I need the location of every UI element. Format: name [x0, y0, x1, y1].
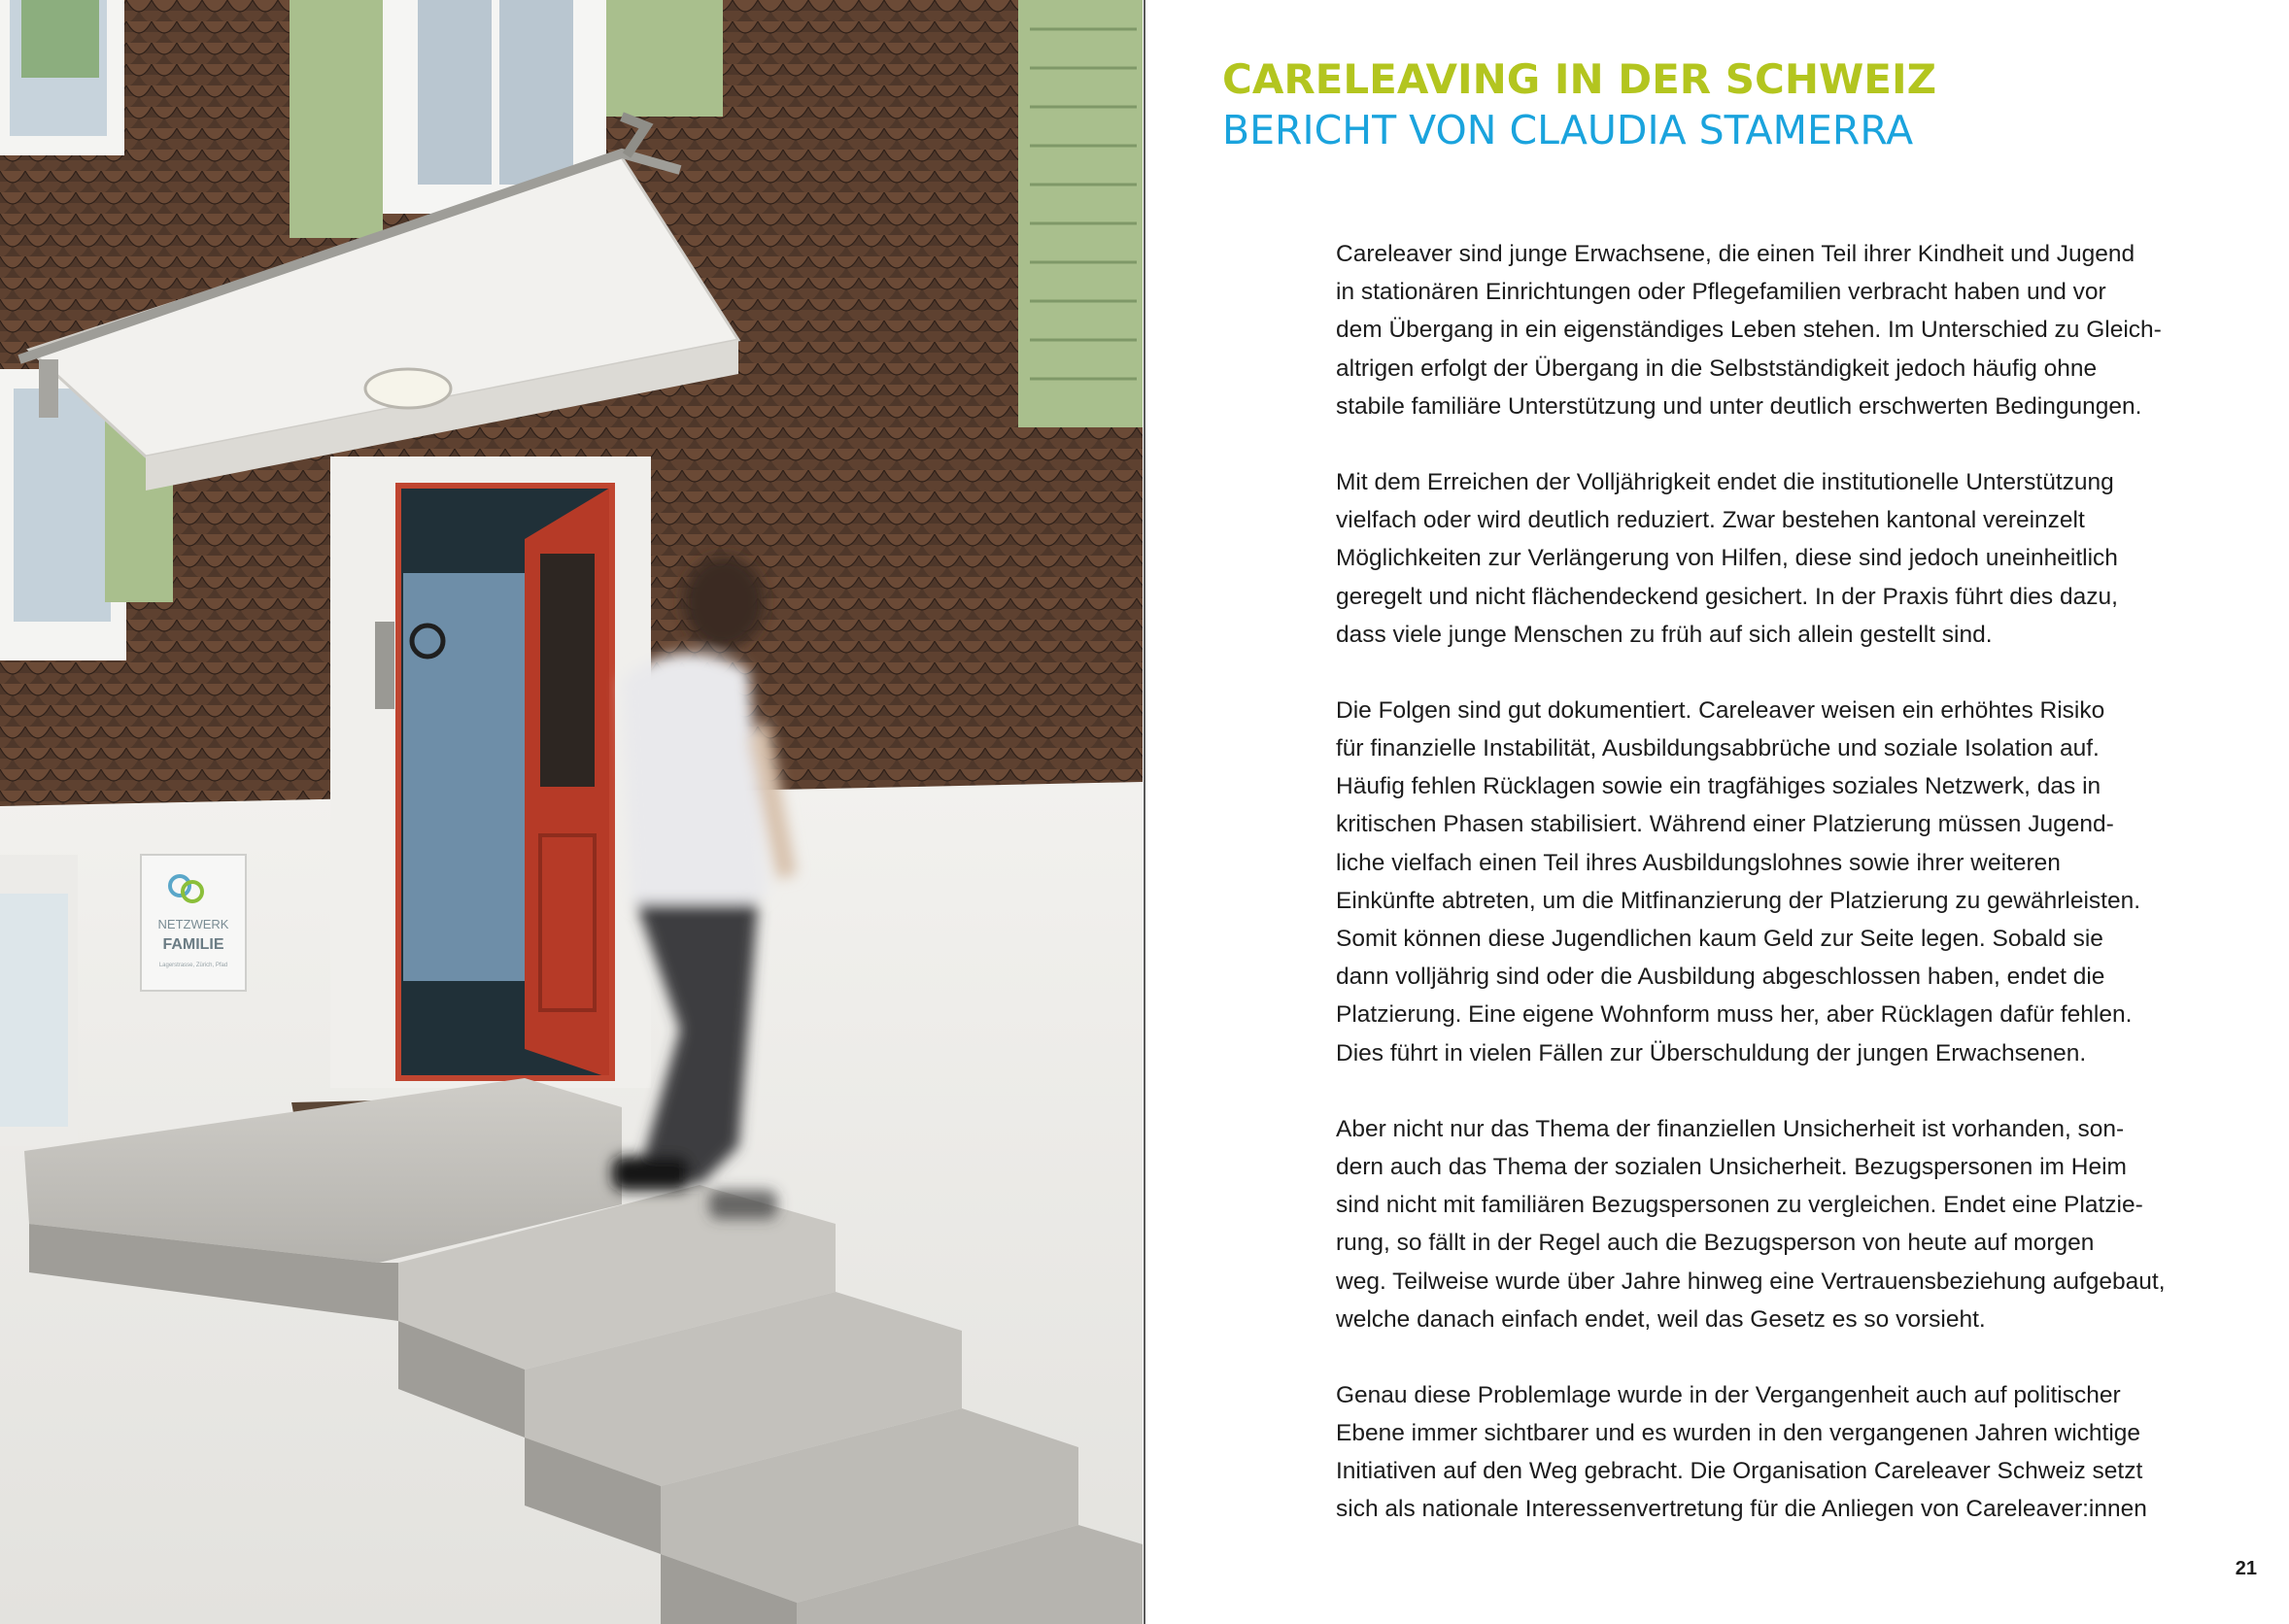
shutter-tall	[1018, 0, 1143, 427]
text-line: Careleaver sind junge Erwachsene, die einen Teil ihrer Kindheit und Jugend	[1336, 241, 2135, 267]
text-line: dem Übergang in ein eigenständiges Leben stehen. Im Unterschied zu Gleich-	[1336, 317, 2162, 344]
text-line: Möglichkeiten zur Verlängerung von Hilfen, diese sind jedoch uneinheitlich	[1336, 545, 2118, 572]
text-line: Häufig fehlen Rücklagen sowie ein tragfähiges soziales Netzwerk, das in	[1336, 773, 2101, 800]
text-line: dann volljährig sind oder die Ausbildung abgeschlossen haben, endet die	[1336, 964, 2105, 991]
paragraph	[1336, 692, 2201, 1072]
text-line: dass viele junge Menschen zu früh auf sich allein gestellt sind.	[1336, 621, 1993, 648]
text-line: sind nicht mit familiären Bezugspersonen zu vergleichen. Endet eine Platzie-	[1336, 1192, 2143, 1219]
text-line: Somit können diese Jugendlichen kaum Geld zur Seite legen. Sobald sie	[1336, 926, 2103, 952]
text-line: Genau diese Problemlage wurde in der Vergangenheit auch auf politischer	[1336, 1381, 2121, 1408]
article-body	[1336, 235, 2201, 1567]
text-line: Aber nicht nur das Thema der finanziellen Unsicherheit ist vorhanden, son-	[1336, 1115, 2125, 1142]
sign-line-3: Lagerstrasse, Zürich, Pfad	[158, 963, 228, 968]
text-line: in stationären Einrichtungen oder Pflegefamilien verbracht haben und vor	[1336, 279, 2106, 306]
text-line: für finanzielle Instabilität, Ausbildungsabbrüche und soziale Isolation auf.	[1336, 735, 2100, 762]
text-line: sich als nationale Interessenvertretung für die Anliegen von Careleaver:innen	[1336, 1496, 2147, 1523]
sign-line-1: NETZWERK	[157, 917, 229, 931]
text-line: weg. Teilweise wurde über Jahre hinweg eine Vertrauensbeziehung aufgebaut,	[1336, 1268, 2166, 1295]
text-line: vielfach oder wird deutlich reduziert. Zwar bestehen kantonal vereinzelt	[1336, 507, 2085, 534]
paragraph	[1336, 235, 2201, 425]
sign-line-2: FAMILIE	[162, 936, 224, 953]
page-number: 21	[2235, 1558, 2257, 1579]
text-line: Ebene immer sichtbarer und es wurden in den vergangenen Jahren wichtige	[1336, 1420, 2141, 1447]
article-subtitle: BERICHT VON CLAUDIA STAMERRA	[1222, 107, 1914, 153]
text-line: rung, so fällt in der Regel auch die Bezugsperson von heute auf morgen	[1336, 1230, 2095, 1257]
paragraph	[1336, 463, 2201, 654]
text-line: liche vielfach einen Teil ihres Ausbildungslohnes sowie ihrer weiteren	[1336, 849, 2061, 876]
text-line: geregelt und nicht flächendeckend gesichert. In der Praxis führt dies dazu,	[1336, 583, 2118, 610]
paragraph	[1336, 1110, 2201, 1338]
text-line: welche danach einfach endet, weil das Gesetz es so vorsieht.	[1336, 1305, 1986, 1333]
text-line: kritischen Phasen stabilisiert. Während einer Platzierung müssen Jugend-	[1336, 811, 2114, 838]
text-line: Einkünfte abtreten, um die Mitfinanzierung der Platzierung zu gewährleisten.	[1336, 887, 2141, 914]
shutter-right-upper	[606, 0, 723, 117]
text-line: Initiativen auf den Weg gebracht. Die Organisation Careleaver Schweiz setzt	[1336, 1458, 2143, 1485]
text-line: Die Folgen sind gut dokumentiert. Careleaver weisen ein erhöhtes Risiko	[1336, 696, 2105, 724]
ceiling-lamp	[365, 369, 451, 408]
netzwerk-familie-sign	[141, 855, 246, 991]
article-page	[1145, 0, 2289, 1624]
article-title: CARELEAVING IN DER SCHWEIZ	[1222, 55, 1937, 103]
text-line: Mit dem Erreichen der Volljährigkeit endet die institutionelle Unterstützung	[1336, 468, 2114, 495]
text-line: Platzierung. Eine eigene Wohnform muss her, aber Rücklagen dafür fehlen.	[1336, 1001, 2133, 1029]
text-line: altrigen erfolgt der Übergang in die Selbstständigkeit jedoch häufig ohne	[1336, 355, 2098, 382]
paragraph	[1336, 1376, 2201, 1529]
text-line: stabile familiäre Unterstützung und unter deutlich erschwerten Bedingungen.	[1336, 392, 2142, 420]
shutter-left	[290, 0, 383, 238]
cover-photo	[0, 0, 1143, 1624]
text-line: dern auch das Thema der sozialen Unsicherheit. Bezugspersonen im Heim	[1336, 1153, 2127, 1180]
text-line: Dies führt in vielen Fällen zur Überschuldung der jungen Erwachsenen.	[1336, 1039, 2087, 1066]
